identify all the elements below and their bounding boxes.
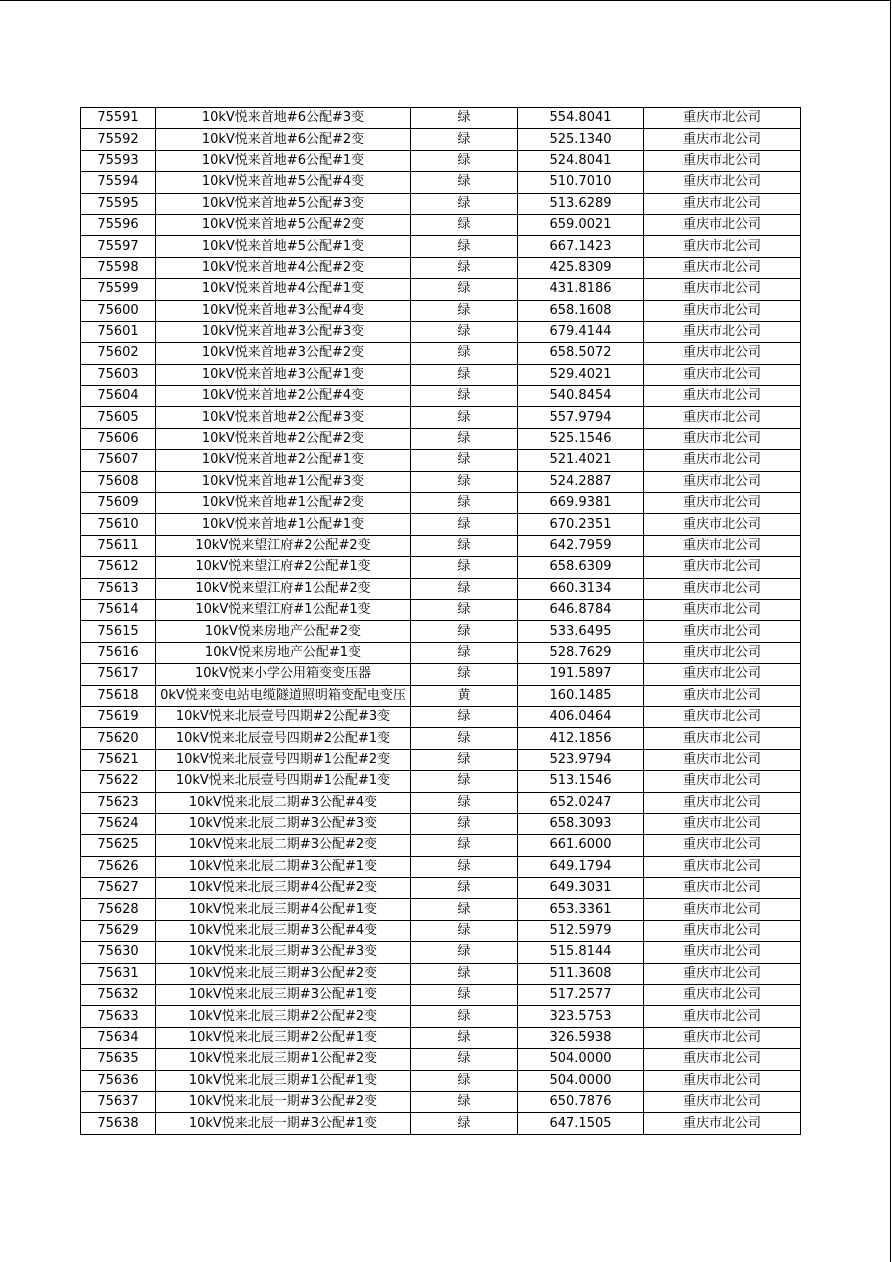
cell-id: 75605 bbox=[81, 407, 156, 428]
cell-status-color: 绿 bbox=[411, 985, 518, 1006]
cell-transformer-name: 10kV悦来北辰三期#3公配#3变 bbox=[156, 942, 411, 963]
table-row bbox=[81, 728, 801, 749]
cell-status-color: 绿 bbox=[411, 749, 518, 770]
cell-status-color: 绿 bbox=[411, 942, 518, 963]
cell-value: 513.1546 bbox=[518, 771, 644, 792]
table-row bbox=[81, 514, 801, 535]
cell-value: 533.6495 bbox=[518, 621, 644, 642]
cell-status-color: 绿 bbox=[411, 300, 518, 321]
cell-value: 661.6000 bbox=[518, 835, 644, 856]
cell-status-color: 绿 bbox=[411, 343, 518, 364]
table-row bbox=[81, 706, 801, 727]
table-row bbox=[81, 300, 801, 321]
cell-transformer-name: 10kV悦来首地#2公配#4变 bbox=[156, 386, 411, 407]
cell-id: 75615 bbox=[81, 621, 156, 642]
table-row bbox=[81, 749, 801, 770]
cell-value: 504.0000 bbox=[518, 1049, 644, 1070]
table-row bbox=[81, 172, 801, 193]
table-row bbox=[81, 407, 801, 428]
cell-value: 649.3031 bbox=[518, 878, 644, 899]
cell-id: 75616 bbox=[81, 642, 156, 663]
cell-company: 重庆市北公司 bbox=[644, 407, 801, 428]
cell-transformer-name: 10kV悦来望江府#2公配#1变 bbox=[156, 557, 411, 578]
table-row bbox=[81, 450, 801, 471]
cell-transformer-name: 10kV悦来北辰二期#3公配#2变 bbox=[156, 835, 411, 856]
cell-id: 75598 bbox=[81, 257, 156, 278]
cell-company: 重庆市北公司 bbox=[644, 985, 801, 1006]
cell-id: 75594 bbox=[81, 172, 156, 193]
table-row bbox=[81, 685, 801, 706]
cell-id: 75637 bbox=[81, 1091, 156, 1112]
cell-company: 重庆市北公司 bbox=[644, 621, 801, 642]
cell-status-color: 绿 bbox=[411, 878, 518, 899]
cell-id: 75634 bbox=[81, 1027, 156, 1048]
cell-value: 652.0247 bbox=[518, 792, 644, 813]
cell-id: 75617 bbox=[81, 664, 156, 685]
cell-transformer-name: 10kV悦来首地#2公配#1变 bbox=[156, 450, 411, 471]
cell-company: 重庆市北公司 bbox=[644, 920, 801, 941]
cell-value: 658.6309 bbox=[518, 557, 644, 578]
cell-status-color: 绿 bbox=[411, 1027, 518, 1048]
cell-id: 75591 bbox=[81, 108, 156, 129]
cell-status-color: 绿 bbox=[411, 172, 518, 193]
cell-company: 重庆市北公司 bbox=[644, 193, 801, 214]
cell-value: 529.4021 bbox=[518, 364, 644, 385]
cell-value: 642.7959 bbox=[518, 535, 644, 556]
cell-status-color: 绿 bbox=[411, 963, 518, 984]
cell-company: 重庆市北公司 bbox=[644, 599, 801, 620]
cell-company: 重庆市北公司 bbox=[644, 664, 801, 685]
cell-id: 75614 bbox=[81, 599, 156, 620]
cell-value: 524.2887 bbox=[518, 471, 644, 492]
table-row bbox=[81, 1027, 801, 1048]
cell-transformer-name: 10kV悦来首地#5公配#1变 bbox=[156, 236, 411, 257]
cell-value: 524.8041 bbox=[518, 150, 644, 171]
cell-status-color: 绿 bbox=[411, 471, 518, 492]
cell-id: 75601 bbox=[81, 321, 156, 342]
cell-status-color: 绿 bbox=[411, 1070, 518, 1091]
cell-company: 重庆市北公司 bbox=[644, 878, 801, 899]
cell-status-color: 绿 bbox=[411, 108, 518, 129]
cell-status-color: 绿 bbox=[411, 642, 518, 663]
cell-status-color: 黄 bbox=[411, 685, 518, 706]
cell-status-color: 绿 bbox=[411, 1113, 518, 1134]
cell-status-color: 绿 bbox=[411, 920, 518, 941]
cell-transformer-name: 10kV悦来北辰二期#3公配#1变 bbox=[156, 856, 411, 877]
cell-company: 重庆市北公司 bbox=[644, 471, 801, 492]
cell-id: 75600 bbox=[81, 300, 156, 321]
cell-id: 75635 bbox=[81, 1049, 156, 1070]
cell-id: 75609 bbox=[81, 493, 156, 514]
cell-company: 重庆市北公司 bbox=[644, 1091, 801, 1112]
cell-value: 504.0000 bbox=[518, 1070, 644, 1091]
cell-transformer-name: 10kV悦来北辰壹号四期#1公配#2变 bbox=[156, 749, 411, 770]
cell-id: 75606 bbox=[81, 428, 156, 449]
cell-transformer-name: 10kV悦来北辰三期#4公配#2变 bbox=[156, 878, 411, 899]
cell-company: 重庆市北公司 bbox=[644, 771, 801, 792]
cell-id: 75604 bbox=[81, 386, 156, 407]
cell-status-color: 绿 bbox=[411, 1049, 518, 1070]
cell-value: 326.5938 bbox=[518, 1027, 644, 1048]
cell-transformer-name: 10kV悦来北辰三期#2公配#1变 bbox=[156, 1027, 411, 1048]
cell-id: 75611 bbox=[81, 535, 156, 556]
cell-value: 521.4021 bbox=[518, 450, 644, 471]
table-row bbox=[81, 813, 801, 834]
table-row bbox=[81, 963, 801, 984]
cell-company: 重庆市北公司 bbox=[644, 214, 801, 235]
cell-company: 重庆市北公司 bbox=[644, 386, 801, 407]
cell-id: 75603 bbox=[81, 364, 156, 385]
table-row bbox=[81, 942, 801, 963]
cell-id: 75593 bbox=[81, 150, 156, 171]
cell-id: 75633 bbox=[81, 1006, 156, 1027]
cell-status-color: 绿 bbox=[411, 386, 518, 407]
table-row bbox=[81, 1006, 801, 1027]
cell-value: 431.8186 bbox=[518, 279, 644, 300]
cell-status-color: 绿 bbox=[411, 193, 518, 214]
cell-transformer-name: 10kV悦来首地#3公配#3变 bbox=[156, 321, 411, 342]
cell-company: 重庆市北公司 bbox=[644, 279, 801, 300]
table-row bbox=[81, 257, 801, 278]
cell-company: 重庆市北公司 bbox=[644, 813, 801, 834]
cell-value: 658.5072 bbox=[518, 343, 644, 364]
table-row bbox=[81, 1113, 801, 1134]
cell-value: 649.1794 bbox=[518, 856, 644, 877]
cell-status-color: 绿 bbox=[411, 813, 518, 834]
table-row bbox=[81, 621, 801, 642]
cell-transformer-name: 10kV悦来北辰一期#3公配#1变 bbox=[156, 1113, 411, 1134]
cell-id: 75632 bbox=[81, 985, 156, 1006]
cell-value: 525.1546 bbox=[518, 428, 644, 449]
table-row bbox=[81, 1049, 801, 1070]
cell-transformer-name: 10kV悦来北辰二期#3公配#3变 bbox=[156, 813, 411, 834]
cell-company: 重庆市北公司 bbox=[644, 1027, 801, 1048]
cell-company: 重庆市北公司 bbox=[644, 321, 801, 342]
cell-status-color: 绿 bbox=[411, 407, 518, 428]
cell-id: 75627 bbox=[81, 878, 156, 899]
cell-value: 658.3093 bbox=[518, 813, 644, 834]
cell-transformer-name: 10kV悦来北辰三期#1公配#2变 bbox=[156, 1049, 411, 1070]
cell-status-color: 绿 bbox=[411, 728, 518, 749]
cell-company: 重庆市北公司 bbox=[644, 1113, 801, 1134]
cell-id: 75595 bbox=[81, 193, 156, 214]
cell-company: 重庆市北公司 bbox=[644, 1070, 801, 1091]
cell-company: 重庆市北公司 bbox=[644, 578, 801, 599]
table-row bbox=[81, 664, 801, 685]
cell-status-color: 绿 bbox=[411, 792, 518, 813]
cell-company: 重庆市北公司 bbox=[644, 300, 801, 321]
cell-status-color: 绿 bbox=[411, 428, 518, 449]
cell-id: 75622 bbox=[81, 771, 156, 792]
cell-status-color: 绿 bbox=[411, 364, 518, 385]
cell-transformer-name: 10kV悦来首地#3公配#2变 bbox=[156, 343, 411, 364]
cell-value: 517.2577 bbox=[518, 985, 644, 1006]
cell-id: 75618 bbox=[81, 685, 156, 706]
cell-transformer-name: 10kV悦来北辰三期#1公配#1变 bbox=[156, 1070, 411, 1091]
cell-status-color: 绿 bbox=[411, 856, 518, 877]
cell-id: 75599 bbox=[81, 279, 156, 300]
cell-company: 重庆市北公司 bbox=[644, 963, 801, 984]
cell-company: 重庆市北公司 bbox=[644, 450, 801, 471]
cell-company: 重庆市北公司 bbox=[644, 685, 801, 706]
table-row bbox=[81, 599, 801, 620]
cell-company: 重庆市北公司 bbox=[644, 343, 801, 364]
cell-status-color: 绿 bbox=[411, 514, 518, 535]
table-row bbox=[81, 471, 801, 492]
table-row bbox=[81, 642, 801, 663]
table-row bbox=[81, 899, 801, 920]
cell-transformer-name: 10kV悦来望江府#1公配#1变 bbox=[156, 599, 411, 620]
cell-id: 75608 bbox=[81, 471, 156, 492]
cell-status-color: 绿 bbox=[411, 706, 518, 727]
cell-status-color: 绿 bbox=[411, 279, 518, 300]
cell-transformer-name: 10kV悦来北辰一期#3公配#2变 bbox=[156, 1091, 411, 1112]
cell-status-color: 绿 bbox=[411, 771, 518, 792]
cell-value: 511.3608 bbox=[518, 963, 644, 984]
cell-value: 658.1608 bbox=[518, 300, 644, 321]
cell-value: 425.8309 bbox=[518, 257, 644, 278]
cell-transformer-name: 10kV悦来小学公用箱变变压器 bbox=[156, 664, 411, 685]
cell-value: 660.3134 bbox=[518, 578, 644, 599]
cell-transformer-name: 10kV悦来首地#4公配#2变 bbox=[156, 257, 411, 278]
cell-transformer-name: 10kV悦来首地#1公配#3变 bbox=[156, 471, 411, 492]
table-row bbox=[81, 108, 801, 129]
cell-status-color: 绿 bbox=[411, 578, 518, 599]
cell-id: 75624 bbox=[81, 813, 156, 834]
cell-id: 75628 bbox=[81, 899, 156, 920]
cell-company: 重庆市北公司 bbox=[644, 835, 801, 856]
cell-status-color: 绿 bbox=[411, 599, 518, 620]
cell-status-color: 绿 bbox=[411, 493, 518, 514]
table-row bbox=[81, 878, 801, 899]
cell-company: 重庆市北公司 bbox=[644, 108, 801, 129]
cell-id: 75619 bbox=[81, 706, 156, 727]
cell-company: 重庆市北公司 bbox=[644, 257, 801, 278]
cell-value: 653.3361 bbox=[518, 899, 644, 920]
cell-transformer-name: 10kV悦来首地#5公配#3变 bbox=[156, 193, 411, 214]
cell-status-color: 绿 bbox=[411, 835, 518, 856]
cell-id: 75592 bbox=[81, 129, 156, 150]
cell-value: 646.8784 bbox=[518, 599, 644, 620]
cell-id: 75638 bbox=[81, 1113, 156, 1134]
cell-value: 557.9794 bbox=[518, 407, 644, 428]
table-row bbox=[81, 428, 801, 449]
cell-id: 75626 bbox=[81, 856, 156, 877]
cell-value: 554.8041 bbox=[518, 108, 644, 129]
cell-transformer-name: 10kV悦来首地#2公配#2变 bbox=[156, 428, 411, 449]
table-row bbox=[81, 279, 801, 300]
cell-value: 659.0021 bbox=[518, 214, 644, 235]
cell-transformer-name: 10kV悦来房地产公配#2变 bbox=[156, 621, 411, 642]
cell-transformer-name: 10kV悦来首地#4公配#1变 bbox=[156, 279, 411, 300]
cell-status-color: 绿 bbox=[411, 214, 518, 235]
cell-company: 重庆市北公司 bbox=[644, 1006, 801, 1027]
table-row bbox=[81, 493, 801, 514]
table-row bbox=[81, 343, 801, 364]
cell-status-color: 绿 bbox=[411, 257, 518, 278]
cell-company: 重庆市北公司 bbox=[644, 1049, 801, 1070]
cell-transformer-name: 10kV悦来首地#3公配#1变 bbox=[156, 364, 411, 385]
cell-transformer-name: 10kV悦来北辰壹号四期#2公配#1变 bbox=[156, 728, 411, 749]
table-row bbox=[81, 856, 801, 877]
cell-transformer-name: 10kV悦来房地产公配#1变 bbox=[156, 642, 411, 663]
cell-transformer-name: 10kV悦来首地#6公配#3变 bbox=[156, 108, 411, 129]
cell-value: 512.5979 bbox=[518, 920, 644, 941]
cell-value: 406.0464 bbox=[518, 706, 644, 727]
cell-value: 679.4144 bbox=[518, 321, 644, 342]
cell-company: 重庆市北公司 bbox=[644, 514, 801, 535]
cell-transformer-name: 10kV悦来首地#3公配#4变 bbox=[156, 300, 411, 321]
cell-id: 75613 bbox=[81, 578, 156, 599]
cell-value: 160.1485 bbox=[518, 685, 644, 706]
transformer-table bbox=[80, 107, 801, 1135]
table-row bbox=[81, 557, 801, 578]
cell-status-color: 绿 bbox=[411, 621, 518, 642]
cell-company: 重庆市北公司 bbox=[644, 428, 801, 449]
cell-status-color: 绿 bbox=[411, 450, 518, 471]
cell-transformer-name: 10kV悦来北辰壹号四期#1公配#1变 bbox=[156, 771, 411, 792]
cell-status-color: 绿 bbox=[411, 899, 518, 920]
table-row bbox=[81, 920, 801, 941]
cell-id: 75636 bbox=[81, 1070, 156, 1091]
cell-value: 513.6289 bbox=[518, 193, 644, 214]
cell-company: 重庆市北公司 bbox=[644, 856, 801, 877]
cell-value: 647.1505 bbox=[518, 1113, 644, 1134]
cell-transformer-name: 10kV悦来首地#6公配#2变 bbox=[156, 129, 411, 150]
cell-company: 重庆市北公司 bbox=[644, 129, 801, 150]
cell-company: 重庆市北公司 bbox=[644, 364, 801, 385]
cell-transformer-name: 0kV悦来变电站电缆隧道照明箱变配电变压 bbox=[156, 685, 411, 706]
cell-id: 75612 bbox=[81, 557, 156, 578]
cell-company: 重庆市北公司 bbox=[644, 642, 801, 663]
cell-transformer-name: 10kV悦来北辰三期#3公配#4变 bbox=[156, 920, 411, 941]
cell-company: 重庆市北公司 bbox=[644, 728, 801, 749]
table-row bbox=[81, 771, 801, 792]
cell-status-color: 绿 bbox=[411, 557, 518, 578]
cell-id: 75620 bbox=[81, 728, 156, 749]
table-row bbox=[81, 578, 801, 599]
cell-company: 重庆市北公司 bbox=[644, 706, 801, 727]
cell-company: 重庆市北公司 bbox=[644, 172, 801, 193]
cell-value: 528.7629 bbox=[518, 642, 644, 663]
cell-value: 191.5897 bbox=[518, 664, 644, 685]
cell-value: 540.8454 bbox=[518, 386, 644, 407]
cell-transformer-name: 10kV悦来北辰二期#3公配#4变 bbox=[156, 792, 411, 813]
cell-transformer-name: 10kV悦来首地#2公配#3变 bbox=[156, 407, 411, 428]
cell-id: 75630 bbox=[81, 942, 156, 963]
cell-transformer-name: 10kV悦来望江府#2公配#2变 bbox=[156, 535, 411, 556]
cell-company: 重庆市北公司 bbox=[644, 792, 801, 813]
cell-value: 323.5753 bbox=[518, 1006, 644, 1027]
table-row bbox=[81, 1091, 801, 1112]
table-row bbox=[81, 193, 801, 214]
table-row bbox=[81, 150, 801, 171]
cell-company: 重庆市北公司 bbox=[644, 150, 801, 171]
cell-company: 重庆市北公司 bbox=[644, 899, 801, 920]
cell-value: 650.7876 bbox=[518, 1091, 644, 1112]
cell-company: 重庆市北公司 bbox=[644, 749, 801, 770]
cell-transformer-name: 10kV悦来北辰三期#3公配#2变 bbox=[156, 963, 411, 984]
cell-transformer-name: 10kV悦来望江府#1公配#2变 bbox=[156, 578, 411, 599]
table-row bbox=[81, 214, 801, 235]
cell-status-color: 绿 bbox=[411, 535, 518, 556]
cell-value: 669.9381 bbox=[518, 493, 644, 514]
cell-company: 重庆市北公司 bbox=[644, 236, 801, 257]
table-body bbox=[81, 108, 801, 1135]
cell-id: 75607 bbox=[81, 450, 156, 471]
table-row bbox=[81, 364, 801, 385]
table-row bbox=[81, 386, 801, 407]
cell-id: 75621 bbox=[81, 749, 156, 770]
cell-transformer-name: 10kV悦来北辰三期#2公配#2变 bbox=[156, 1006, 411, 1027]
table-row bbox=[81, 985, 801, 1006]
cell-id: 75596 bbox=[81, 214, 156, 235]
cell-id: 75631 bbox=[81, 963, 156, 984]
cell-transformer-name: 10kV悦来首地#5公配#4变 bbox=[156, 172, 411, 193]
cell-value: 667.1423 bbox=[518, 236, 644, 257]
cell-status-color: 绿 bbox=[411, 129, 518, 150]
cell-transformer-name: 10kV悦来首地#6公配#1变 bbox=[156, 150, 411, 171]
cell-status-color: 绿 bbox=[411, 236, 518, 257]
table-row bbox=[81, 792, 801, 813]
cell-id: 75602 bbox=[81, 343, 156, 364]
cell-transformer-name: 10kV悦来首地#5公配#2变 bbox=[156, 214, 411, 235]
cell-transformer-name: 10kV悦来首地#1公配#1变 bbox=[156, 514, 411, 535]
cell-company: 重庆市北公司 bbox=[644, 557, 801, 578]
cell-status-color: 绿 bbox=[411, 1006, 518, 1027]
cell-transformer-name: 10kV悦来北辰三期#4公配#1变 bbox=[156, 899, 411, 920]
cell-id: 75597 bbox=[81, 236, 156, 257]
cell-transformer-name: 10kV悦来北辰三期#3公配#1变 bbox=[156, 985, 411, 1006]
cell-id: 75610 bbox=[81, 514, 156, 535]
cell-value: 412.1856 bbox=[518, 728, 644, 749]
cell-status-color: 绿 bbox=[411, 1091, 518, 1112]
cell-value: 515.8144 bbox=[518, 942, 644, 963]
cell-value: 525.1340 bbox=[518, 129, 644, 150]
cell-id: 75623 bbox=[81, 792, 156, 813]
cell-company: 重庆市北公司 bbox=[644, 535, 801, 556]
cell-status-color: 绿 bbox=[411, 150, 518, 171]
cell-value: 523.9794 bbox=[518, 749, 644, 770]
table-row bbox=[81, 321, 801, 342]
cell-status-color: 绿 bbox=[411, 664, 518, 685]
cell-transformer-name: 10kV悦来北辰壹号四期#2公配#3变 bbox=[156, 706, 411, 727]
table-row bbox=[81, 535, 801, 556]
cell-value: 670.2351 bbox=[518, 514, 644, 535]
cell-id: 75625 bbox=[81, 835, 156, 856]
table-row bbox=[81, 835, 801, 856]
cell-company: 重庆市北公司 bbox=[644, 493, 801, 514]
cell-company: 重庆市北公司 bbox=[644, 942, 801, 963]
table-row bbox=[81, 1070, 801, 1091]
table-row bbox=[81, 236, 801, 257]
cell-transformer-name: 10kV悦来首地#1公配#2变 bbox=[156, 493, 411, 514]
cell-status-color: 绿 bbox=[411, 321, 518, 342]
cell-value: 510.7010 bbox=[518, 172, 644, 193]
cell-id: 75629 bbox=[81, 920, 156, 941]
table-row bbox=[81, 129, 801, 150]
